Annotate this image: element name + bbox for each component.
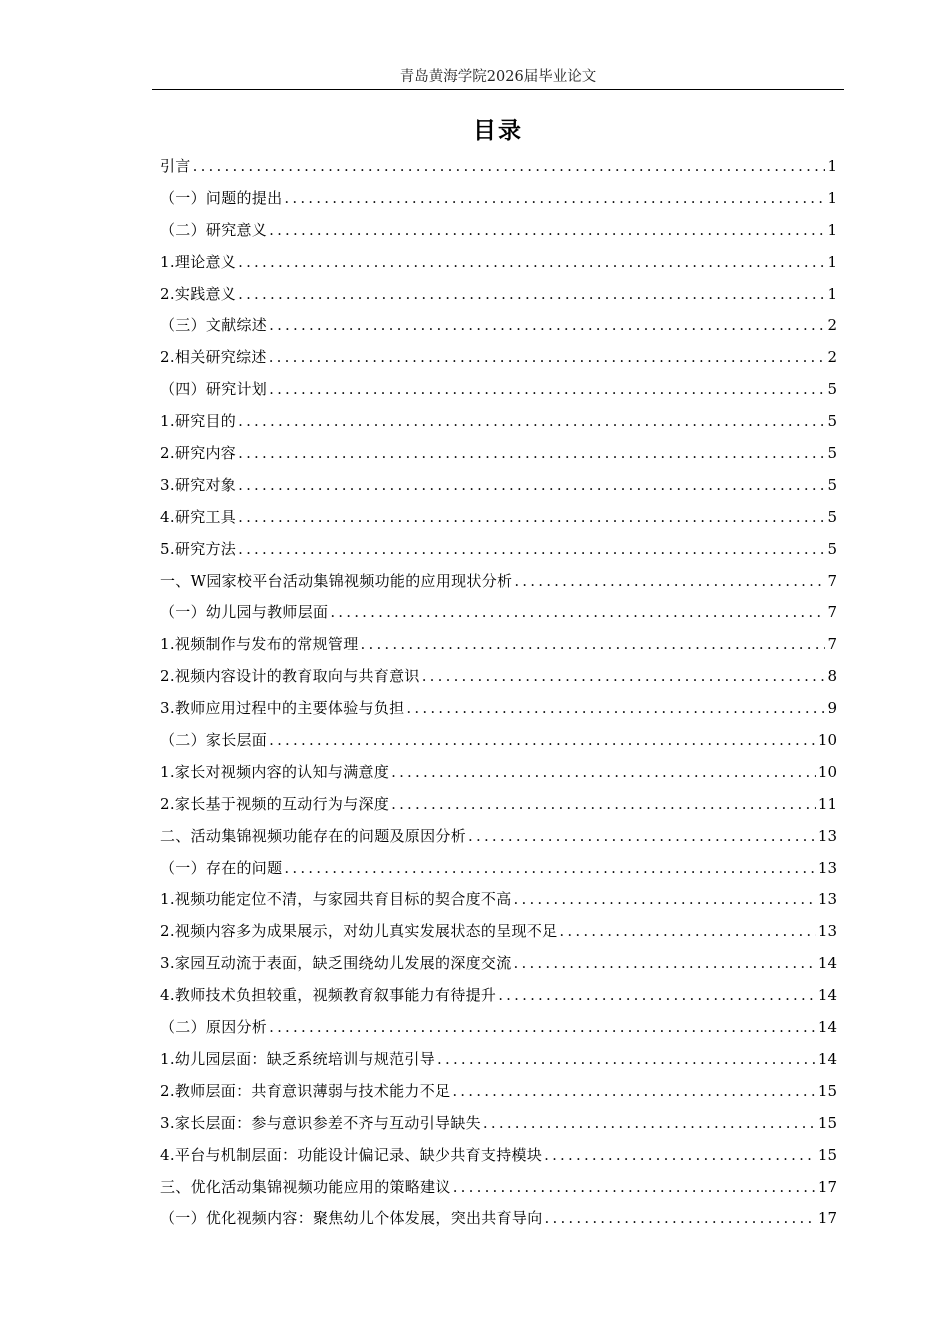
toc-dot-leader bbox=[238, 503, 825, 531]
toc-page-number: 5 bbox=[827, 444, 837, 463]
toc-page-number: 1 bbox=[827, 220, 837, 239]
toc-entry[interactable] bbox=[160, 662, 837, 694]
toc-entry-text: 1.研究目的 bbox=[160, 412, 237, 431]
toc-dot-leader bbox=[468, 822, 816, 850]
toc-dot-leader bbox=[238, 535, 825, 563]
toc-title: 目录 bbox=[473, 118, 523, 144]
toc-entry[interactable] bbox=[160, 630, 837, 662]
toc-page-number: 1 bbox=[827, 252, 837, 271]
toc-page-number: 5 bbox=[827, 475, 837, 494]
toc-entry-text: 3.教师应用过程中的主要体验与负担 bbox=[160, 699, 405, 718]
toc-entry-text: 引言 bbox=[160, 157, 191, 175]
toc-dot-leader bbox=[269, 1013, 816, 1041]
toc-page-number: 17 bbox=[817, 1177, 837, 1196]
toc-entry-text: 5.研究方法 bbox=[160, 539, 237, 558]
toc-entry-text: （一）问题的提出 bbox=[160, 188, 283, 207]
toc-page-number: 5 bbox=[827, 539, 837, 558]
toc-entry-text: （一）幼儿园与教师层面 bbox=[160, 603, 329, 622]
toc-entry-text: 2.家长基于视频的互动行为与深度 bbox=[160, 794, 390, 813]
toc-page-number: 5 bbox=[827, 412, 837, 431]
toc-dot-leader bbox=[545, 1204, 816, 1232]
toc-entry[interactable] bbox=[160, 1077, 837, 1109]
toc-dot-leader bbox=[269, 216, 825, 244]
toc-page-number: 8 bbox=[827, 667, 837, 686]
toc-dot-leader bbox=[193, 152, 826, 180]
toc-list bbox=[160, 152, 837, 1236]
toc-entry-text: 1.视频功能定位不清，与家园共育目标的契合度不高 bbox=[160, 890, 512, 909]
toc-entry-text: （一）存在的问题 bbox=[160, 858, 283, 877]
toc-entry[interactable] bbox=[160, 184, 837, 216]
toc-entry[interactable] bbox=[160, 726, 837, 758]
toc-page-number: 9 bbox=[827, 699, 837, 718]
toc-entry[interactable] bbox=[160, 567, 837, 599]
toc-entry-text: 1.理论意义 bbox=[160, 252, 237, 271]
running-header: 青岛黄海学院2026届毕业论文 bbox=[399, 69, 597, 85]
toc-entry[interactable] bbox=[160, 471, 837, 503]
toc-page-number: 1 bbox=[827, 188, 837, 207]
toc-dot-leader bbox=[406, 694, 825, 722]
toc-page-number: 15 bbox=[817, 1113, 837, 1132]
toc-dot-leader bbox=[284, 184, 825, 212]
toc-page-number: 14 bbox=[817, 1018, 837, 1037]
toc-page-number: 15 bbox=[817, 1081, 837, 1100]
toc-entry[interactable] bbox=[160, 598, 837, 630]
toc-dot-leader bbox=[514, 949, 816, 977]
toc-page-number: 5 bbox=[827, 507, 837, 526]
toc-page-number: 14 bbox=[817, 954, 837, 973]
toc-entry[interactable] bbox=[160, 152, 837, 184]
toc-page-number: 17 bbox=[817, 1209, 837, 1228]
toc-page-number: 2 bbox=[827, 348, 837, 367]
toc-dot-leader bbox=[453, 1173, 816, 1201]
toc-entry[interactable] bbox=[160, 981, 837, 1013]
toc-dot-leader bbox=[269, 726, 816, 754]
toc-dot-leader bbox=[269, 343, 826, 371]
toc-entry-text: 1.幼儿园层面：缺乏系统培训与规范引导 bbox=[160, 1049, 436, 1068]
toc-dot-leader bbox=[498, 981, 816, 1009]
toc-entry[interactable] bbox=[160, 822, 837, 854]
toc-entry-text: 2.教师层面：共育意识薄弱与技术能力不足 bbox=[160, 1081, 451, 1100]
toc-entry-text: 4.研究工具 bbox=[160, 507, 237, 526]
toc-page-number: 13 bbox=[817, 890, 837, 909]
toc-page-number: 13 bbox=[817, 922, 837, 941]
toc-entry[interactable] bbox=[160, 343, 837, 375]
toc-entry-text: 2.实践意义 bbox=[160, 284, 237, 303]
toc-entry-text: （三）文献综述 bbox=[160, 316, 268, 335]
toc-dot-leader bbox=[238, 471, 825, 499]
toc-entry-text: （一）优化视频内容：聚焦幼儿个体发展，突出共育导向 bbox=[160, 1209, 543, 1228]
toc-entry-text: （二）家长层面 bbox=[160, 731, 268, 750]
toc-page-number: 7 bbox=[827, 603, 837, 622]
toc-page-number: 14 bbox=[817, 986, 837, 1005]
toc-entry[interactable] bbox=[160, 248, 837, 280]
toc-entry[interactable] bbox=[160, 1141, 837, 1173]
toc-page-number: 5 bbox=[827, 380, 837, 399]
toc-dot-leader bbox=[330, 598, 825, 626]
toc-entry[interactable] bbox=[160, 1045, 837, 1077]
toc-page-number: 10 bbox=[817, 731, 837, 750]
toc-page-number: 1 bbox=[827, 157, 837, 175]
toc-entry-text: （四）研究计划 bbox=[160, 380, 268, 399]
toc-page-number: 2 bbox=[827, 316, 837, 335]
toc-entry-text: 4.教师技术负担较重，视频教育叙事能力有待提升 bbox=[160, 986, 497, 1005]
toc-dot-leader bbox=[361, 630, 826, 658]
toc-dot-leader bbox=[391, 790, 816, 818]
toc-entry[interactable] bbox=[160, 1204, 837, 1236]
toc-page-number: 15 bbox=[817, 1145, 837, 1164]
toc-dot-leader bbox=[559, 917, 815, 945]
toc-entry[interactable] bbox=[160, 1109, 837, 1141]
toc-entry[interactable] bbox=[160, 535, 837, 567]
toc-page-number: 14 bbox=[817, 1049, 837, 1068]
toc-entry[interactable] bbox=[160, 216, 837, 248]
toc-dot-leader bbox=[284, 854, 816, 882]
toc-entry[interactable] bbox=[160, 694, 837, 726]
toc-entry[interactable] bbox=[160, 758, 837, 790]
toc-page-number: 7 bbox=[827, 635, 837, 654]
toc-dot-leader bbox=[238, 439, 825, 467]
toc-entry[interactable] bbox=[160, 280, 837, 312]
toc-dot-leader bbox=[238, 407, 825, 435]
toc-entry[interactable] bbox=[160, 917, 837, 949]
toc-entry[interactable] bbox=[160, 375, 837, 407]
toc-page-number: 1 bbox=[827, 284, 837, 303]
toc-entry[interactable] bbox=[160, 1013, 837, 1045]
toc-entry[interactable] bbox=[160, 311, 837, 343]
toc-dot-leader bbox=[514, 567, 825, 595]
toc-entry-text: 2.视频内容多为成果展示，对幼儿真实发展状态的呈现不足 bbox=[160, 922, 558, 941]
toc-entry-text: 三、优化活动集锦视频功能应用的策略建议 bbox=[160, 1177, 451, 1196]
toc-dot-leader bbox=[391, 758, 816, 786]
toc-entry-text: 1.家长对视频内容的认知与满意度 bbox=[160, 762, 390, 781]
toc-entry[interactable] bbox=[160, 885, 837, 917]
toc-entry-text: 3.家园互动流于表面，缺乏围绕幼儿发展的深度交流 bbox=[160, 954, 512, 973]
toc-dot-leader bbox=[238, 248, 825, 276]
toc-dot-leader bbox=[483, 1109, 816, 1137]
toc-entry[interactable] bbox=[160, 949, 837, 981]
toc-dot-leader bbox=[269, 375, 825, 403]
toc-entry[interactable] bbox=[160, 790, 837, 822]
toc-entry-text: 3.家长层面：参与意识参差不齐与互动引导缺失 bbox=[160, 1113, 481, 1132]
toc-page-number: 13 bbox=[817, 858, 837, 877]
toc-page-number: 13 bbox=[817, 826, 837, 845]
toc-dot-leader bbox=[544, 1141, 816, 1169]
toc-page-number: 10 bbox=[817, 762, 837, 781]
toc-entry[interactable] bbox=[160, 503, 837, 535]
toc-dot-leader bbox=[422, 662, 826, 690]
toc-entry-text: 二、活动集锦视频功能存在的问题及原因分析 bbox=[160, 826, 467, 845]
toc-dot-leader bbox=[452, 1077, 816, 1105]
toc-entry[interactable] bbox=[160, 439, 837, 471]
toc-entry-text: 2.视频内容设计的教育取向与共育意识 bbox=[160, 667, 420, 686]
toc-entry-text: （二）原因分析 bbox=[160, 1018, 268, 1037]
toc-entry[interactable] bbox=[160, 407, 837, 439]
toc-dot-leader bbox=[437, 1045, 816, 1073]
toc-page-number: 7 bbox=[827, 571, 837, 590]
toc-entry-text: 3.研究对象 bbox=[160, 475, 237, 494]
toc-entry-text: 4.平台与机制层面：功能设计偏记录、缺少共育支持模块 bbox=[160, 1145, 543, 1164]
toc-dot-leader bbox=[238, 280, 825, 308]
toc-entry-text: （二）研究意义 bbox=[160, 220, 268, 239]
toc-page-number: 11 bbox=[817, 794, 837, 813]
toc-entry[interactable] bbox=[160, 1173, 837, 1205]
toc-dot-leader bbox=[514, 885, 816, 913]
toc-entry-text: 1.视频制作与发布的常规管理 bbox=[160, 635, 359, 654]
toc-dot-leader bbox=[269, 311, 825, 339]
header-divider bbox=[152, 89, 844, 90]
toc-entry-text: 2.研究内容 bbox=[160, 444, 237, 463]
toc-entry-text: 2.相关研究综述 bbox=[160, 348, 267, 367]
toc-entry[interactable] bbox=[160, 854, 837, 886]
toc-entry-text: 一、W园家校平台活动集锦视频功能的应用现状分析 bbox=[160, 571, 513, 590]
